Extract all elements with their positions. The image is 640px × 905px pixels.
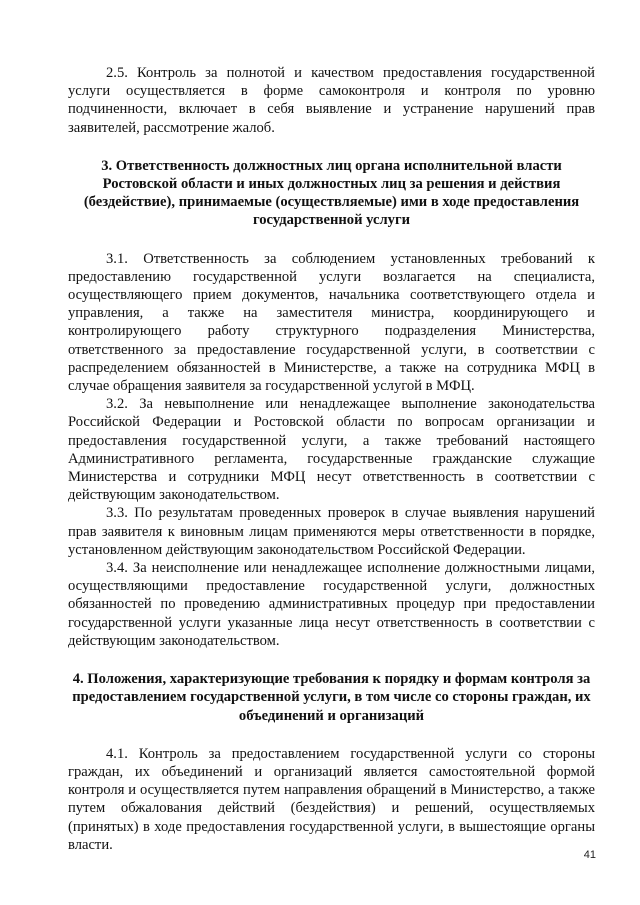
paragraph-2-5: 2.5. Контроль за полнотой и качеством предоставления государственной услуги осуществляется в форме самоконтроля и контроля по уровню подчиненности, включает в себя выявление и устранение нарушений прав заявителей, рассмотрение жалоб. <box>68 65 595 136</box>
section-3-heading: 3. Ответственность должностных лиц органа исполнительной власти Ростовской области и иных должностных лиц за решения и действия (бездействие), принимаемые (осуществляемые) ими в ходе предоставления государственной услуги <box>83 157 580 229</box>
paragraph-3-2: 3.2. За невыполнение или ненадлежащее выполнение законодательства Российской Федерации и Ростовской области по вопросам организации и предоставления государственной услуги, а также требований настоящего Административного регламента, государственные гражданские служащие Министерства и сотрудники МФЦ несут ответственность в соответствии с действующим законодательством. <box>68 396 595 504</box>
paragraph-3-3: 3.3. По результатам проведенных проверок в случае выявления нарушений прав заявителя к виновным лицам применяются меры ответственности в порядке, установленном действующим законодательством Российской Федерации. <box>68 505 595 558</box>
section-4-heading: 4. Положения, характеризующие требования к порядку и формам контроля за предоставлением государственной услуги, в том числе со стороны граждан, их объединений и организаций <box>72 671 591 724</box>
paragraph-4-1: 4.1. Контроль за предоставлением государственной услуги со стороны граждан, их объединений и организаций является самостоятельной формой контроля и осуществляется путем направления обращений в Министерство, а также путем обжалования действий (бездействия) и решений, осуществляемых (принятых) в ходе предоставления государственной услуги, в вышестоящие органы власти. <box>68 745 595 853</box>
page-number: 41 <box>583 849 596 861</box>
document-body <box>68 64 595 854</box>
paragraph-3-1: 3.1. Ответственность за соблюдением установленных требований к предоставлению государственной услуги возлагается на специалиста, осуществляющего прием документов, начальника соответствующего отдела и управления, а также на заместителя министра, координирующего и контролирующего работу структурного подразделения Министерства, ответственного за предоставление государственной услуги, в соответствии с распределением обязанностей в Министерстве, а также на сотрудника МФЦ в случае обращения заявителя за государственной услугой в МФЦ. <box>68 250 595 395</box>
paragraph-3-4: 3.4. За неисполнение или ненадлежащее исполнение должностными лицами, осуществляющими предоставление государственной услуги, должностных обязанностей по проведению административных процедур при предоставлении государственной услуги указанные лица несут ответственность в соответствии с действующим законодательством. <box>68 560 595 649</box>
